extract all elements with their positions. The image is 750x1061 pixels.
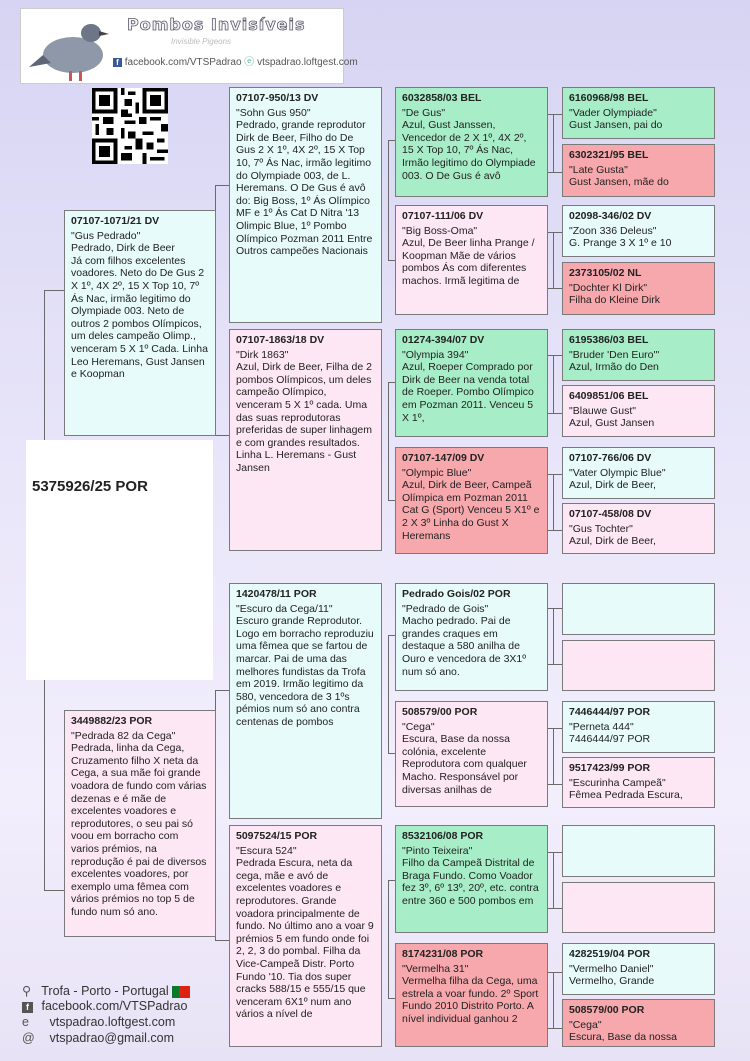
connector xyxy=(44,290,64,291)
gen4-sdss-box[interactable] xyxy=(562,329,715,381)
gen4-ssds-ring: 02098-346/02 DV xyxy=(569,210,652,222)
gen4-ddds-ring: 4282519/04 POR xyxy=(569,948,651,960)
connector xyxy=(388,998,395,999)
gen3-dsd-description: "Cega" Escura, Base da nossa colónia, excelente Reprodutora com qualquer Macho. Responsável por diversas anilhas de xyxy=(402,720,527,796)
gen4-dddd-description: "Cega" Escura, Base da nossa xyxy=(569,1018,677,1044)
contact-site[interactable]: vtspadrao.loftgest.com xyxy=(49,1015,176,1029)
gen4-sssd-box[interactable] xyxy=(562,144,715,197)
gen3-ddd-ring: 8174231/08 POR xyxy=(402,948,484,960)
dam-description: "Pedrada 82 da Cega" Pedrada, linha da Cega, Cruzamento filho X neta da Cega, a sua mãe foi grande voadora de fundo com várias dezenas e é mãe de excelentes voadores e reprodutores, o seu pai só voou em borracho com varios prémios, na reprodução é pai de diversos excelentes voadores, por exemplo uma fêmea com vários prémios no top 5 de fundo num só ano. xyxy=(71,729,207,918)
connector xyxy=(548,664,562,665)
header-subtitle: Invisible Pigeons xyxy=(171,37,232,46)
dam-dam-description: "Escura 524" Pedrada Escura, neta da cega, mãe e avó de excelentes voadores e reprodutores. Grande voadora principalmente de fundo. No último ano a voar 9 prémios 5 em fundo onde foi 2, 2, 3 do pombal. Filha da Vice-Campeã Distr. Porto Fundo '10. Tia dos super cracks 588/15 e 555/15 que venceram 6X1º num ano vários a nível de xyxy=(236,844,374,1021)
connector xyxy=(388,382,395,383)
gen3-dds-ring: 8532106/08 POR xyxy=(402,830,484,842)
portugal-flag-icon xyxy=(172,986,190,998)
gen4-ssdd-ring: 2373105/02 NL xyxy=(569,267,642,279)
gen4-ssds-description: "Zoon 336 Deleus" G. Prange 3 X 1º e 10 xyxy=(569,224,672,250)
connector xyxy=(388,635,389,753)
gen4-sddd-description: "Gus Tochter" Azul, Dirk de Beer, xyxy=(569,522,656,548)
gen3-dss-description: "Pedrado de Gois" Macho pedrado. Pai de grandes craques em destaque a 580 anilha de Ouro e vencedora de 3X1º num só ano. xyxy=(402,602,527,678)
gen3-sss-box[interactable] xyxy=(395,87,548,197)
sire-dam-description: "Dirk 1863" Azul, Dirk de Beer, Filha de 2 pombos Olímpicos, um deles campeão Olímpico, venceram 5 X 1º cada. Uma das suas reprodutoras preferidas de super linhagem e com grandes resultados. Linha L. Heremans - Gust Jansen xyxy=(236,348,372,474)
gen3-sdd-description: "Olympic Blue" Azul, Dirk de Beer, Campeã Olímpica em Pozman 2011 Cat G (Sport) Venceu 5 X1º e 2 X 3º Linha do Gust X Heremans xyxy=(402,466,540,542)
sire-box[interactable] xyxy=(64,210,216,436)
connector xyxy=(548,474,562,475)
connector xyxy=(553,355,554,413)
web-icon: ⓔ xyxy=(244,57,255,68)
gen3-sss-ring: 6032858/03 BEL xyxy=(402,92,482,104)
contact-email[interactable]: vtspadrao@gmail.com xyxy=(49,1031,175,1045)
gen3-sss-description: "De Gus" Azul, Gust Janssen, Vencedor de 2 X 1º, 4X 2º, 15 X Top 10, 7º Ás Nac, Irmão legitimo do Olympiade 003. O De Gus é avô xyxy=(402,106,536,182)
gen4-sdds-description: "Vater Olympic Blue" Azul, Dirk de Beer, xyxy=(569,466,666,492)
sire-sire-box[interactable] xyxy=(229,87,382,323)
connector xyxy=(388,753,395,754)
connector xyxy=(553,852,554,908)
connector xyxy=(388,140,389,260)
gen3-dss-box[interactable] xyxy=(395,583,548,691)
connector xyxy=(553,232,554,288)
sire-sire-description: "Sohn Gus 950" Pedrado, grande reprodutor Dirk de Beer, Filho do De Gus 2 X 1º, 4X 2º, 15 X Top 10, 7º Ás Nac, irmão legitimo do Olympiade 003, de L. Heremans. O De Gus é avô do: Big Boss, 1º Ás Olímpico MF e 1º Ás Cat D Nitra '13 Olimpic Blue, 1º Pombo Olímpico Pozman 2011 Entre Outros campeões Nacionais xyxy=(236,106,373,258)
contact-facebook[interactable]: facebook.com/VTSPadrao xyxy=(41,999,188,1013)
sire-ring: 07107-1071/21 DV xyxy=(71,215,160,227)
connector xyxy=(548,972,562,973)
contact-site-row xyxy=(22,1015,175,1029)
connector xyxy=(553,114,554,172)
gen4-sddd-ring: 07107-458/08 DV xyxy=(569,508,652,520)
gen4-dsdd-description: "Escurinha Campeã" Fêmea Pedrada Escura, xyxy=(569,776,683,802)
gen3-ssd-description: "Big Boss-Oma" Azul, De Beer linha Prange / Koopman Mãe de vários pombos Ás com diferentes machos. Irmã legitima de xyxy=(402,224,535,287)
connector xyxy=(548,355,562,356)
connector xyxy=(215,940,229,941)
connector xyxy=(548,908,562,909)
header-facebook[interactable]: facebook.com/VTSPadrao xyxy=(124,57,242,68)
header-banner xyxy=(20,8,358,84)
connector xyxy=(548,784,562,785)
facebook-icon: f xyxy=(22,999,38,1013)
gen4-sdds-box[interactable] xyxy=(562,447,715,499)
gen3-ssd-ring: 07107-111/06 DV xyxy=(402,210,484,222)
connector xyxy=(553,972,554,1028)
gen4-dddd-box[interactable] xyxy=(562,999,715,1047)
connector xyxy=(548,172,562,173)
gen3-ssd-box[interactable] xyxy=(395,205,548,315)
gen3-dsd-box[interactable] xyxy=(395,701,548,807)
gen4-dsdd-ring: 9517423/99 POR xyxy=(569,762,651,774)
web-icon: e xyxy=(22,1015,29,1029)
contact-location-row xyxy=(22,983,190,998)
gen4-dsds-description: "Perneta 444" 7446444/97 POR xyxy=(569,720,651,746)
gen3-dss-ring: Pedrado Gois/02 POR xyxy=(402,588,511,600)
gen4-dsds-box[interactable] xyxy=(562,701,715,753)
gen3-sds-box[interactable] xyxy=(395,329,548,437)
gen4-ssss-description: "Vader Olympiade" Gust Jansen, pai do xyxy=(569,106,663,132)
connector xyxy=(548,114,562,115)
connector xyxy=(44,890,64,891)
connector xyxy=(553,608,554,664)
connector xyxy=(388,260,395,261)
gen4-sddd-box[interactable] xyxy=(562,503,715,554)
gen4-sssd-description: "Late Gusta" Gust Jansen, mãe do xyxy=(569,163,669,189)
gen4-ssds-box[interactable] xyxy=(562,205,715,257)
connector xyxy=(548,608,562,609)
gen3-dds-box[interactable] xyxy=(395,825,548,933)
connector xyxy=(388,382,389,500)
subject-pigeon-box[interactable] xyxy=(26,440,213,680)
connector xyxy=(548,852,562,853)
gen4-sdss-ring: 6195386/03 BEL xyxy=(569,334,649,346)
gen3-ddd-box[interactable] xyxy=(395,943,548,1047)
connector xyxy=(548,530,562,531)
connector xyxy=(548,413,562,414)
gen4-dsds-ring: 7446444/97 POR xyxy=(569,706,651,718)
gen4-ssdd-box[interactable] xyxy=(562,262,715,315)
contact-email-row xyxy=(22,1031,174,1045)
dam-sire-box[interactable] xyxy=(229,583,382,819)
gen4-dsdd-box[interactable] xyxy=(562,757,715,808)
gen4-ddss-box[interactable] xyxy=(562,825,715,877)
gen4-ssss-box[interactable] xyxy=(562,87,715,139)
gen4-sdds-ring: 07107-766/06 DV xyxy=(569,452,652,464)
gen4-sssd-ring: 6302321/95 BEL xyxy=(569,149,649,161)
connector xyxy=(215,185,229,186)
dam-box[interactable] xyxy=(64,710,216,937)
gen4-ddds-description: "Vermelho Daniel" Vermelho, Grande xyxy=(569,962,655,988)
sire-dam-box[interactable] xyxy=(229,329,382,551)
gen4-dsss-box[interactable] xyxy=(562,583,715,635)
gen3-sdd-box[interactable] xyxy=(395,447,548,554)
connector xyxy=(215,690,229,691)
contact-facebook-row xyxy=(22,999,187,1013)
connector xyxy=(548,728,562,729)
dam-dam-box[interactable] xyxy=(229,825,382,1047)
gen3-sds-ring: 01274-394/07 DV xyxy=(402,334,485,346)
connector xyxy=(553,474,554,530)
gen4-ssdd-description: "Dochter Kl Dirk" Filha do Kleine Dirk xyxy=(569,281,661,307)
connector xyxy=(553,728,554,784)
gen3-sds-description: "Olympia 394" Azul, Roeper Comprado por Dirk de Beer na venda total de Roeper. Pombo Olímpico em Pozman 2011. Venceu 5 X 1º, xyxy=(402,348,534,424)
dam-ring: 3449882/23 POR xyxy=(71,715,153,727)
gen4-sdsd-ring: 6409851/06 BEL xyxy=(569,390,649,402)
email-icon: @ xyxy=(22,1031,35,1045)
sire-description: "Gus Pedrado" Pedrado, Dirk de Beer Já com filhos excelentes voadores. Neto do De Gus 2 X 1º, 4X 2º, 15 X Top 10, 7º Ás Nac, irmão legitimo do Olympiade 003. Neto de outros 2 pombos Olímpicos, um deles campeão Olimp., venceram 5 X 1º Cada. Linha Leo Heremans, Gust Jansen e Koopman xyxy=(71,229,208,381)
connector xyxy=(388,635,395,636)
connector xyxy=(388,880,395,881)
qr-code xyxy=(92,88,168,164)
gen4-dddd-ring: 508579/00 POR xyxy=(569,1004,645,1016)
connector xyxy=(388,140,395,141)
connector xyxy=(548,1028,562,1029)
header-website[interactable]: vtspadrao.loftgest.com xyxy=(257,57,358,68)
facebook-icon: f xyxy=(113,58,122,67)
contact-location: Trofa - Porto - Portugal xyxy=(41,984,169,998)
gen3-ddd-description: "Vermelha 31" Vermelha filha da Cega, uma estrela a voar fundo. 2º Sport Fundo 2010 Distrito Porto. A nível individual ganhou 2 xyxy=(402,962,539,1025)
connector xyxy=(215,435,229,436)
gen4-sdsd-description: "Blauwe Gust" Azul, Gust Jansen xyxy=(569,404,655,430)
subject-ring: 5375926/25 POR xyxy=(32,478,148,495)
header-links xyxy=(113,53,358,68)
dam-sire-ring: 1420478/11 POR xyxy=(236,588,317,600)
sire-dam-ring: 07107-1863/18 DV xyxy=(236,334,325,346)
gen4-ddsd-box[interactable] xyxy=(562,882,715,933)
gen4-ssss-ring: 6160968/98 BEL xyxy=(569,92,649,104)
gen4-sdsd-box[interactable] xyxy=(562,385,715,437)
pigeon-icon xyxy=(29,11,109,83)
connector xyxy=(388,500,395,501)
gen3-dds-description: "Pinto Teixeira" Filho da Campeã Distrital de Braga Fundo. Como Voador fez 3º, 6º 13º, 20º, etc. contra entre 360 e 500 pombos em xyxy=(402,844,539,907)
dam-sire-description: "Escuro da Cega/11" Escuro grande Reprodutor. Logo em borracho reproduziu uma fêmea que se fartou de marcar. Pai de uma das melhores fundistas da Trofa em 2019. Irmão legitimo da 580, vencedora de 3 1ºs pémios num só ano contra centenas de pombos xyxy=(236,602,374,728)
dam-dam-ring: 5097524/15 POR xyxy=(236,830,318,842)
connector xyxy=(548,232,562,233)
map-pin-icon: ⚲ xyxy=(22,984,32,998)
gen4-ddds-box[interactable] xyxy=(562,943,715,995)
gen4-dssd-box[interactable] xyxy=(562,640,715,691)
gen4-sdss-description: "Bruder 'Den Euro'" Azul, Irmão do Den xyxy=(569,348,660,374)
connector xyxy=(548,288,562,289)
connector xyxy=(388,880,389,998)
sire-sire-ring: 07107-950/13 DV xyxy=(236,92,319,104)
header-title: Pombos Invisíveis xyxy=(127,15,306,34)
gen3-dsd-ring: 508579/00 POR xyxy=(402,706,478,718)
gen3-sdd-ring: 07107-147/09 DV xyxy=(402,452,485,464)
